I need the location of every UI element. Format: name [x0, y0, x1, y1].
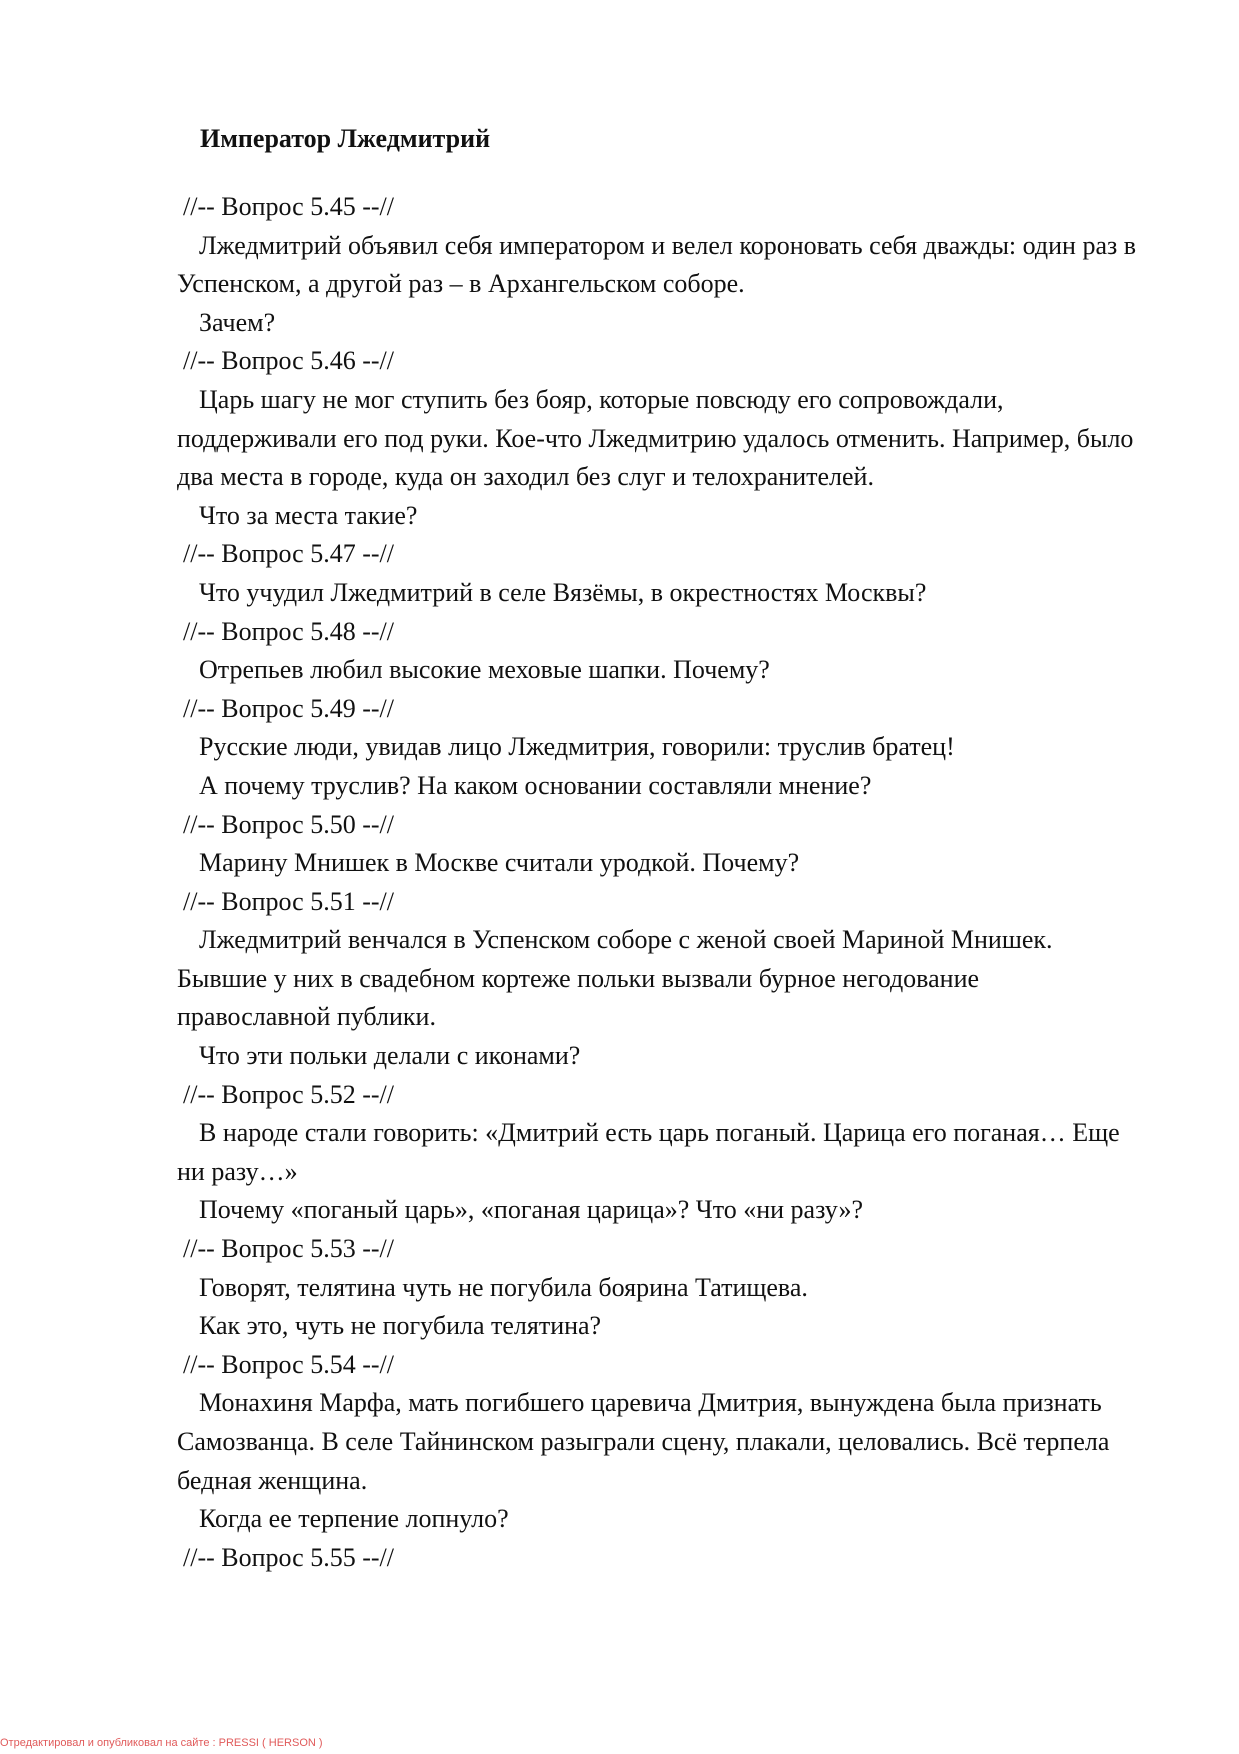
paragraph: Что учудил Лжедмитрий в селе Вязёмы, в окрестностях Москвы? [199, 577, 927, 607]
question-marker: //-- Вопрос 5.45 --// [183, 192, 394, 221]
paragraph: В народе стали говорить: «Дмитрий есть царь поганый. Царица его поганая… Еще ни разу…» [177, 1118, 1120, 1186]
question-marker: //-- Вопрос 5.47 --// [183, 539, 394, 569]
question-marker: //-- Вопрос 5.50 --// [183, 809, 394, 839]
chapter-title: Император Лжедмитрий [200, 124, 491, 153]
paragraph: Монахиня Марфа, мать погибшего царевича Дмитрия, вынуждена была признать Самозванца. В селе Тайнинском разыграли сцену, плакали, целовались. Всё терпела бедная женщина. [177, 1388, 1110, 1495]
paragraph: Отрепьев любил высокие меховые шапки. Почему? [199, 655, 770, 685]
paragraph: Что за места такие? [199, 500, 418, 530]
paragraph: Говорят, телятина чуть не погубила боярина Татищева. [199, 1272, 808, 1302]
publisher-footer: Отредактировал и опубликовал на сайте : PRESSI ( HERSON ) [0, 1737, 323, 1749]
question-marker: //-- Вопрос 5.52 --// [183, 1079, 394, 1109]
paragraph: Когда ее терпение лопнуло? [199, 1504, 509, 1534]
paragraph: Почему «поганый царь», «поганая царица»? Что «ни разу»? [199, 1195, 863, 1225]
paragraph: Зачем? [199, 307, 276, 337]
question-marker: //-- Вопрос 5.55 --// [183, 1542, 394, 1572]
paragraph: Царь шагу не мог ступить без бояр, которые повсюду его сопровождали, поддерживали его под руки. Кое-что Лжедмитрию удалось отменить. Например, было два места в городе, куда он заходил без слуг и телохранителей. [177, 384, 1134, 492]
paragraph: А почему труслив? На каком основании составляли мнение? [199, 770, 872, 800]
paragraph: Лжедмитрий объявил себя императором и велел короновать себя дважды: один раз в Успенском, а другой раз – в Архангельском соборе. [177, 230, 1137, 299]
paragraph: Русские люди, увидав лицо Лжедмитрия, говорили: труслив братец! [199, 732, 955, 762]
document-body [177, 188, 1137, 1577]
question-marker: //-- Вопрос 5.54 --// [183, 1349, 394, 1379]
question-marker: //-- Вопрос 5.49 --// [183, 693, 394, 723]
paragraph: Лжедмитрий венчался в Успенском соборе с женой своей Мариной Мнишек. Бывшие у них в свадебном кортеже польки вызвали бурное негодование православной публики. [177, 925, 1053, 1032]
question-marker: //-- Вопрос 5.53 --// [183, 1234, 394, 1264]
question-marker: //-- Вопрос 5.46 --// [183, 346, 394, 376]
paragraph: Марину Мнишек в Москве считали уродкой. Почему? [199, 848, 800, 878]
question-marker: //-- Вопрос 5.48 --// [183, 616, 394, 646]
paragraph: Как это, чуть не погубила телятина? [199, 1311, 602, 1341]
question-marker: //-- Вопрос 5.51 --// [183, 886, 394, 916]
paragraph: Что эти польки делали с иконами? [199, 1041, 581, 1071]
